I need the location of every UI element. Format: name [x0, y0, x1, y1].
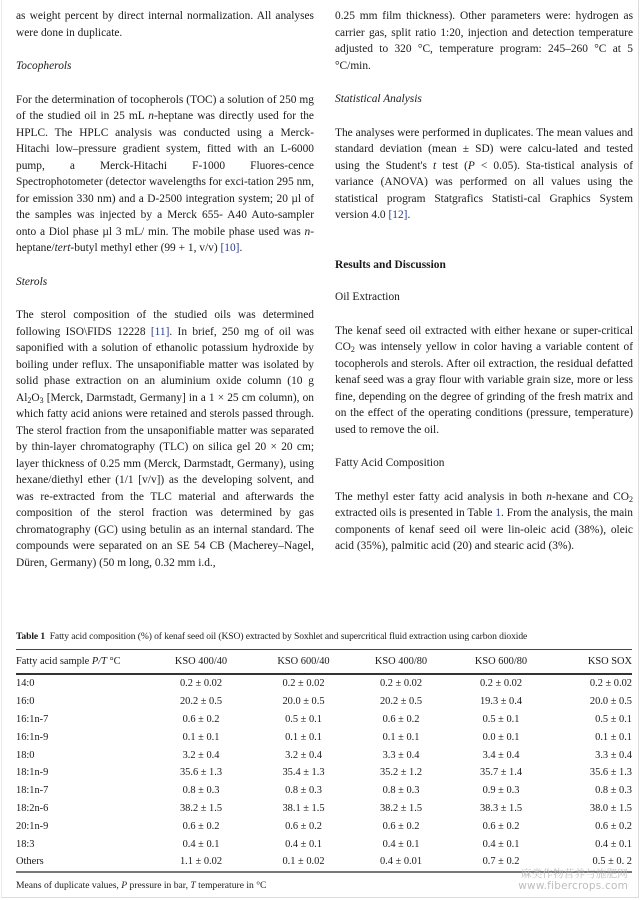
value-cell: 0.0 ± 0.1 [482, 731, 520, 743]
header-col-4: KSO 600/80 [474, 655, 528, 667]
value-cell: 0.8 ± 0.3 [382, 785, 420, 797]
header-fatty-acid: Fatty acid sample P/T °C [16, 655, 121, 667]
value-cell: 35.7 ± 1.4 [479, 767, 523, 779]
table-footnote: Means of duplicate values, P pressure in bar, T temperature in °C [16, 879, 267, 891]
value-cell: 0.2 ± 0.02 [479, 678, 523, 690]
tocopherols-heading: Tocopherols [16, 60, 72, 72]
value-cell: 3.4 ± 0.4 [482, 749, 520, 761]
value-cell: 0.1 ± 0.1 [595, 731, 632, 743]
value-cell: 1.1 ± 0.02 [179, 856, 223, 868]
value-cell: 0.2 ± 0.02 [379, 678, 423, 690]
value-cell: 0.5 ± 0. 2 [592, 856, 632, 868]
sterols-paragraph: The sterol composition of the studied oils was determined following ISO\FIDS 12228 [11]. In brief, 250 mg of oil was saponified with a solution of ethanolic potassium hydroxide by boiling under reflux. The unsaponifiable matter was isolated by solid phase extraction on an aluminium oxide column (10 g $Al_2O_3$ [Merck, Darmstadt, Germany] in a 1 × 25 cm column), on which fatty acid anions were retained and sterols passed through. The sterol fraction from the unsaponifiable matter was separated by thin-layer chromatography (TLC) on silica gel 20 × 20 cm; layer thickness of 0.25 mm (Merck, Darmstadt, Germany), using hexane/diethyl ether (1/1 [v/v]) as the developing solvent, and was re-extracted from the TLC material and afterwards the composition of the sterol fraction was determined by gas chromatography (GC) using betulin as an internal standard. The compounds were separated on an SE 54 CB (Macherey–Nagel, Düren, Germany) (50 m long, 0.32 mm i.d., [16, 309, 314, 569]
table-row [16, 817, 632, 835]
value-cell: 0.6 ± 0.2 [595, 820, 632, 832]
value-cell: 0.1 ± 0.1 [382, 731, 420, 743]
value-cell: 35.4 ± 1.3 [282, 767, 325, 779]
value-cell: 35.6 ± 1.3 [179, 767, 223, 779]
value-cell: 0.6 ± 0.2 [285, 820, 322, 832]
fatty-acid-cell: 16:1n-9 [16, 731, 49, 743]
value-cell: 20.0 ± 0.5 [589, 696, 632, 708]
value-cell: 20.2 ± 0.5 [179, 696, 223, 708]
value-cell: 0.2 ± 0.02 [589, 678, 632, 690]
value-cell: 0.2 ± 0.02 [282, 678, 325, 690]
intro-paragraph: as weight percent by direct internal normalization. All analyses were done in duplicate. [16, 10, 314, 39]
value-cell: 35.2 ± 1.2 [379, 767, 423, 779]
page [1, 0, 639, 898]
fatty-acid-cell: 20:1n-9 [16, 820, 49, 832]
results-discussion-heading: Results and Discussion [335, 258, 446, 271]
header-col-5: KSO SOX [587, 655, 632, 667]
sterols-heading: Sterols [16, 275, 48, 288]
value-cell: 35.6 ± 1.3 [589, 767, 632, 779]
right-column [335, 8, 633, 555]
citation-link-11[interactable]: [11] [150, 325, 170, 338]
watermark-url: www.fibercrops.com [518, 880, 628, 892]
value-cell: 0.8 ± 0.3 [285, 785, 322, 797]
value-cell: 3.2 ± 0.4 [182, 749, 220, 761]
statistical-analysis-heading: Statistical Analysis [335, 93, 422, 105]
fatty-acid-cell: 18:2n-6 [16, 802, 49, 814]
fatty-acid-table [16, 650, 632, 871]
value-cell: 0.6 ± 0.2 [382, 820, 420, 832]
value-cell: 0.4 ± 0.01 [379, 856, 423, 868]
value-cell: 0.4 ± 0.1 [482, 838, 520, 850]
value-cell: 0.9 ± 0.3 [482, 785, 520, 797]
value-cell: 0.5 ± 0.1 [285, 713, 322, 725]
oil-extraction-heading: Oil Extraction [335, 291, 400, 303]
value-cell: 0.6 ± 0.2 [382, 713, 420, 725]
header-col-1: KSO 400/40 [174, 655, 228, 667]
fatty-acid-cell: 18:1n-9 [16, 767, 49, 779]
table-1-link[interactable]: 1 [495, 507, 502, 519]
value-cell: 0.8 ± 0.3 [595, 785, 632, 797]
value-cell: 0.4 ± 0.1 [595, 838, 632, 850]
table-row [16, 800, 632, 818]
citation-link-12[interactable]: [12] [388, 209, 408, 221]
table-row [16, 711, 632, 729]
value-cell: 3.3 ± 0.4 [595, 749, 632, 761]
header-col-2: KSO 600/40 [277, 655, 330, 667]
table-row [16, 675, 632, 693]
value-cell: 0.4 ± 0.1 [382, 838, 420, 850]
value-cell: 38.2 ± 1.5 [179, 802, 223, 814]
fatty-acid-cell: 16:0 [16, 696, 35, 708]
header-col-3: KSO 400/80 [374, 655, 428, 667]
fatty-acid-cell: 18:3 [16, 838, 35, 850]
fatty-acid-cell: 16:1n-7 [16, 713, 49, 725]
value-cell: 0.6 ± 0.2 [182, 820, 220, 832]
table-header-row [16, 650, 632, 672]
value-cell: 38.2 ± 1.5 [379, 802, 423, 814]
value-cell: 20.0 ± 0.5 [282, 696, 325, 708]
table-row [16, 746, 632, 764]
value-cell: 3.3 ± 0.4 [382, 749, 420, 761]
value-cell: 38.1 ± 1.5 [282, 802, 325, 814]
value-cell: 0.2 ± 0.02 [179, 678, 223, 690]
value-cell: 38.3 ± 1.5 [479, 802, 523, 814]
table-row [16, 693, 632, 711]
fatty-acid-cell: 14:0 [16, 678, 35, 690]
statistical-analysis-paragraph: The analyses were performed in duplicates. The mean values and standard deviation (mean ± SD) were calcu-lated and tested using the Student's t test (P < 0.05). Sta-tistical analysis of variance (ANOVA) was performed on all values using the statistical program Statgrafics Statisti-cal Graphics System version 4.0 [12]. [335, 126, 633, 221]
value-cell: 0.5 ± 0.1 [595, 713, 632, 725]
value-cell: 0.1 ± 0.02 [282, 856, 325, 868]
oil-extraction-paragraph: The kenaf seed oil extracted with either hexane or super-critical $CO_2$ was intensely yellow in color having a variable content of tocopherols and sterols. After oil extraction, the residual defatted kenaf seed was a gray flour with variable grain size, more or less fine, depending on the degree of grinding of the fresh matrix and on the effect of the operating conditions (pressure, temperature) used to remove the oil. [335, 324, 633, 436]
tocopherols-paragraph: For the determination of tocopherols (TOC) a solution of 250 mg of the studied oil in 25 mL n-heptane was directly used for the HPLC. The HPLC analysis was conducted using a Merck-Hitachi low–pressure gradient system, fitted with an L-6000 pump, a Merck-Hitachi F-1000 Fluores-cence Spectrophotometer (detector wavelengths for exci-tation 295 nm, for emission 330 nm) and a D-2500 integration system; 20 µl of the samples was injected by a Merck 655- A40 Auto-sampler onto a Diol phase µl 3 mL/ min. The mobile phase used was n-heptane/tert-butyl methyl ether (99 + 1, v/v) [10]. [16, 93, 314, 254]
watermark [518, 868, 628, 892]
value-cell: 3.2 ± 0.4 [285, 749, 322, 761]
fatty-acid-cell: 18:1n-7 [16, 785, 49, 797]
value-cell: 0.6 ± 0.2 [482, 820, 520, 832]
value-cell: 0.8 ± 0.3 [182, 785, 220, 797]
value-cell: 0.4 ± 0.1 [182, 838, 220, 850]
fatty-acid-cell: 18:0 [16, 749, 35, 761]
value-cell: 0.7 ± 0.2 [482, 856, 520, 868]
value-cell: 0.4 ± 0.1 [285, 838, 322, 850]
fatty-acid-paragraph: The methyl ester fatty acid analysis in both n-hexane and $CO_2$ extracted oils is presented in Table 1. From the analysis, the main components of kenaf seed oil were lin-oleic acid (38%), oleic acid (35%), palmitic acid (20) and stearic acid (3%). [335, 490, 633, 552]
fatty-acid-heading: Fatty Acid Composition [335, 457, 445, 469]
citation-link-10[interactable]: [10] [220, 242, 240, 254]
table-row [16, 728, 632, 746]
value-cell: 20.2 ± 0.5 [379, 696, 423, 708]
table-row [16, 764, 632, 782]
watermark-text-cn: 麻类作物营养与施肥网 [521, 868, 628, 880]
table-1 [16, 630, 632, 900]
value-cell: 0.6 ± 0.2 [182, 713, 220, 725]
fatty-acid-cell: Others [16, 856, 44, 868]
table-row [16, 835, 632, 853]
value-cell: 0.1 ± 0.1 [182, 731, 220, 743]
value-cell: 19.3 ± 0.4 [479, 696, 523, 708]
value-cell: 38.0 ± 1.5 [589, 802, 632, 814]
value-cell: 0.1 ± 0.1 [285, 731, 322, 743]
left-column [16, 8, 314, 571]
table-caption: Table 1 Fatty acid composition (%) of kenaf seed oil (KSO) extracted by Soxhlet and supercritical fluid extraction using carbon dioxide [16, 631, 528, 642]
table-row [16, 782, 632, 800]
gc-parameters-paragraph: 0.25 mm film thickness). Other parameters were: hydrogen as carrier gas, split ratio 1:20, injection and detection temperature adjusted to 320 °C, temperature program: 245–260 °C at 5 °C/min. [335, 10, 633, 72]
value-cell: 0.5 ± 0.1 [482, 713, 520, 725]
